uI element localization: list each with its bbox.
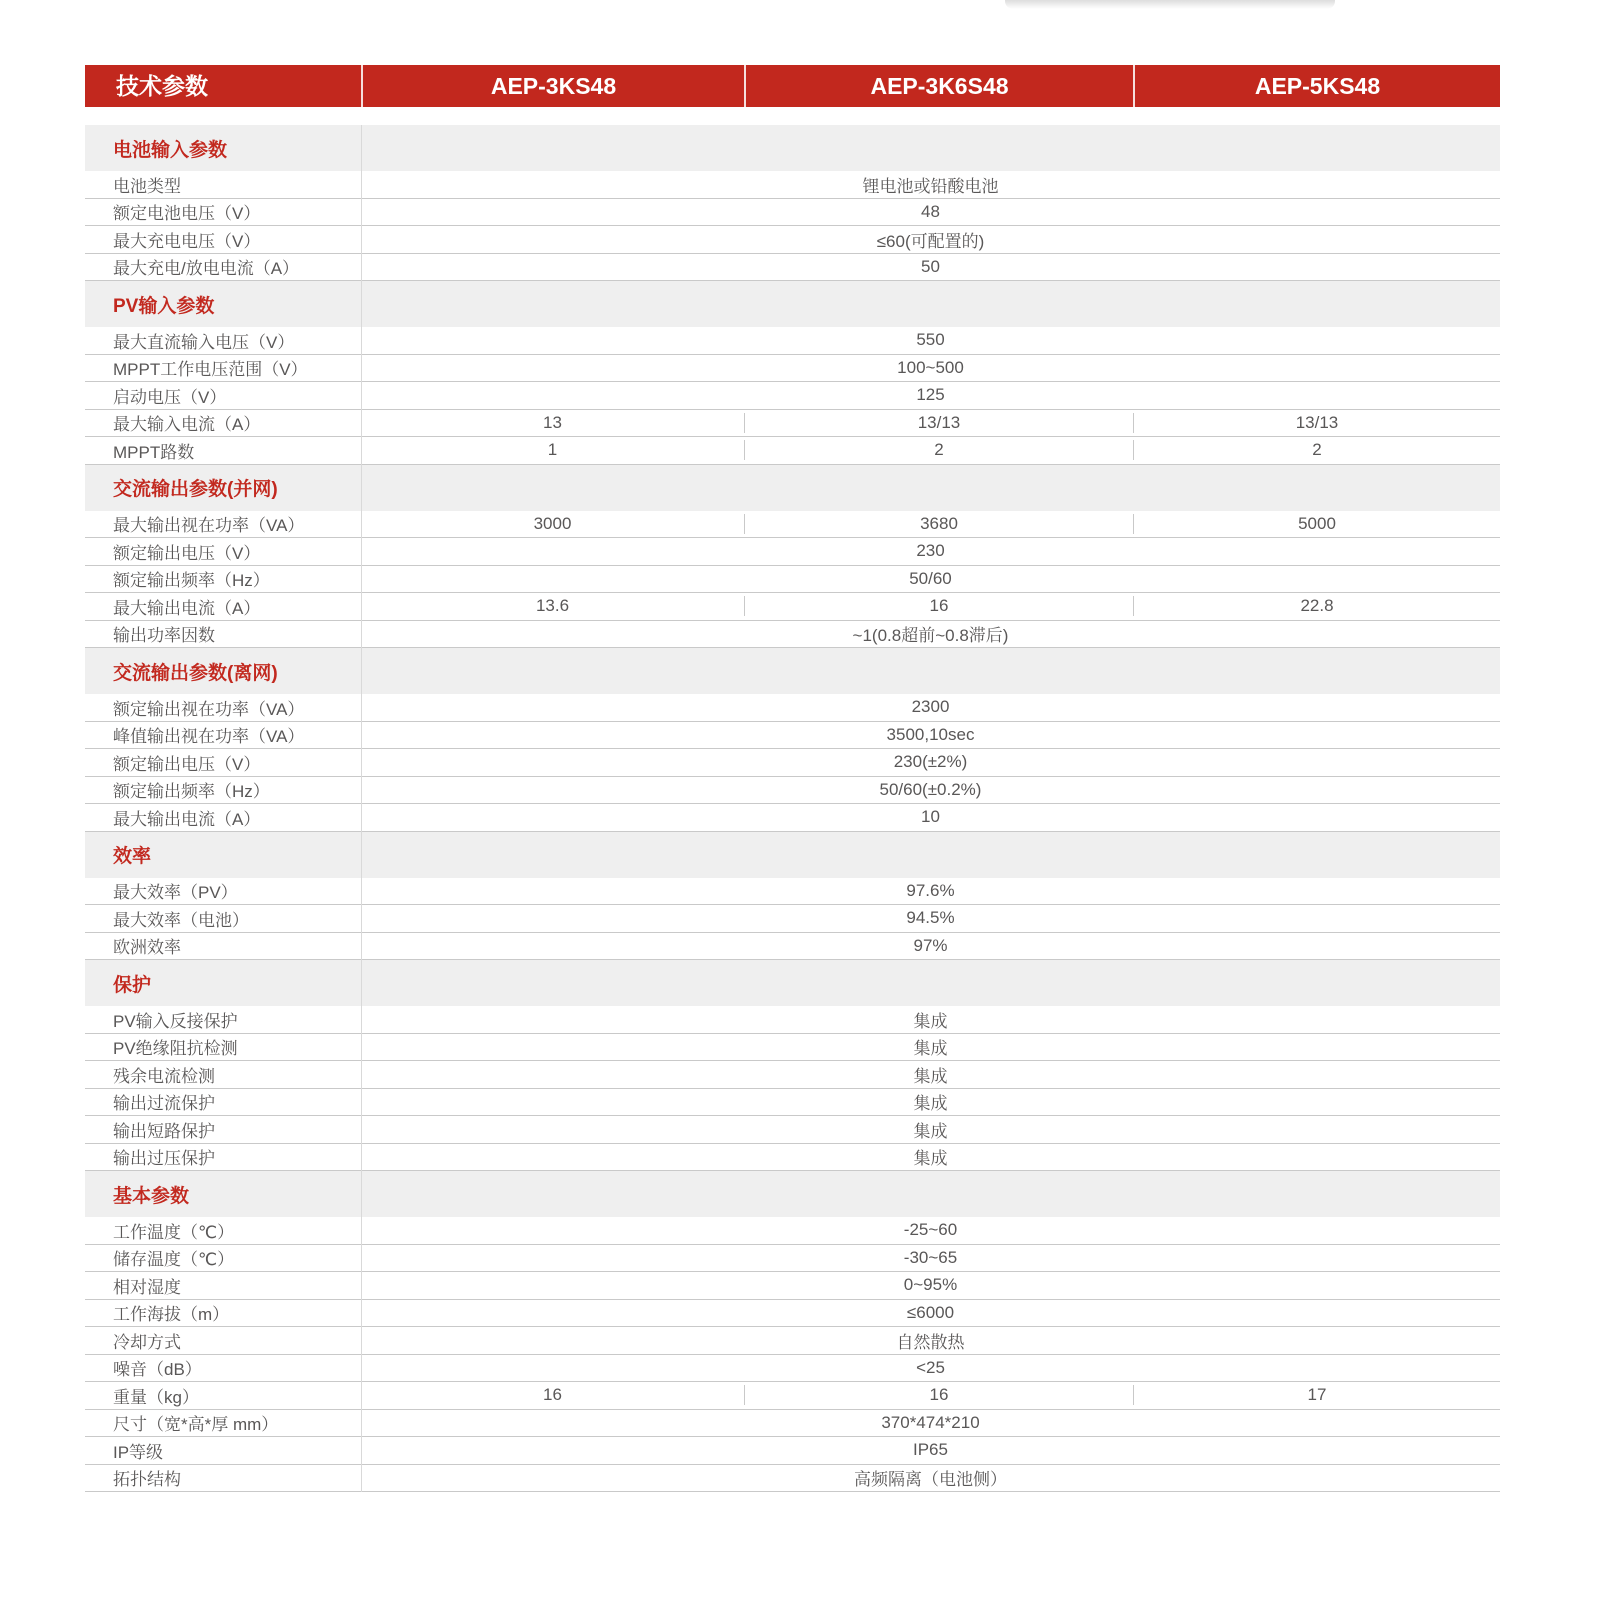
table-row [85, 1245, 1500, 1273]
table-row [85, 566, 1500, 594]
row-value-merged: ≤60(可配置的) [876, 231, 985, 251]
table-row [85, 621, 1500, 649]
row-label: 额定输出频率（Hz） [113, 782, 270, 802]
table-row [85, 1217, 1500, 1245]
row-label: 噪音（dB） [113, 1360, 202, 1380]
row-label: 尺寸（宽*高*厚 mm） [113, 1415, 279, 1435]
row-value-merged: 97.6% [906, 880, 955, 900]
row-label: 额定输出电压（V） [113, 754, 261, 774]
row-value-merged: <25 [916, 1357, 945, 1377]
table-row [85, 382, 1500, 410]
table-row [85, 1410, 1500, 1438]
section-header [85, 832, 1500, 878]
row-value-col3: 17 [1133, 1385, 1500, 1405]
row-value-merged: 锂电池或铅酸电池 [862, 176, 999, 196]
row-label: 最大充电电压（V） [113, 231, 261, 251]
row-value-merged: ~1(0.8超前~0.8滞后) [852, 626, 1009, 646]
header-param-col: 技术参数 [116, 73, 208, 99]
row-label: 峰值输出视在功率（VA） [113, 727, 305, 747]
table-row [85, 777, 1500, 805]
table-row [85, 254, 1500, 282]
table-row [85, 355, 1500, 383]
row-value-col1: 1 [547, 440, 558, 460]
row-label: 输出过流保护 [113, 1094, 215, 1114]
row-label: 最大输入电流（A） [113, 415, 261, 435]
row-value-merged: 125 [916, 385, 945, 405]
table-row [85, 226, 1500, 254]
row-value-merged: 50 [921, 256, 940, 276]
row-label: 输出短路保护 [113, 1121, 215, 1141]
row-value-merged: IP65 [913, 1440, 948, 1460]
row-value-merged: 高频隔离（电池侧） [854, 1470, 1007, 1490]
table-row [85, 1382, 1500, 1410]
row-value-merged: 50/60 [909, 568, 952, 588]
row-value-col1: 13 [543, 412, 562, 432]
table-row [85, 327, 1500, 355]
row-label: 欧洲效率 [113, 938, 181, 958]
section-title: 效率 [113, 846, 152, 867]
table-row [85, 1437, 1500, 1465]
section-title: 交流输出参数(离网) [113, 662, 278, 684]
row-label: 工作温度（℃） [113, 1222, 235, 1242]
row-label: 最大输出电流（A） [113, 598, 261, 618]
section-title: 电池输入参数 [113, 139, 228, 161]
table-row [85, 749, 1500, 777]
table-row [85, 1465, 1500, 1493]
table-row [85, 905, 1500, 933]
header-model-aep-3ks48: AEP-3KS48 [361, 65, 744, 107]
row-label: 电池类型 [113, 176, 181, 196]
row-value-merged: 集成 [913, 1121, 948, 1141]
row-value-merged: 集成 [913, 1039, 948, 1059]
table-row [85, 1327, 1500, 1355]
row-label: 最大充电/放电电流（A） [113, 259, 300, 279]
row-value-merged: 3500,10sec [886, 724, 975, 744]
table-row [85, 1144, 1500, 1172]
spec-table [85, 65, 1500, 1492]
scan-artifact [1005, 0, 1335, 9]
row-value-merged: ≤6000 [906, 1302, 955, 1322]
table-row [85, 1061, 1500, 1089]
section-title: 保护 [113, 974, 152, 996]
row-value-col1: 13.6 [535, 596, 570, 616]
row-label: MPPT工作电压范围（V） [113, 360, 308, 380]
table-row [85, 804, 1500, 832]
table-row [85, 410, 1500, 438]
row-value-merged: 550 [916, 330, 945, 350]
row-label: 储存温度（℃） [113, 1250, 235, 1270]
row-value-merged: 94.5% [906, 908, 955, 928]
row-value-col2: 16 [744, 1385, 1133, 1405]
row-label: 残余电流检测 [113, 1066, 215, 1086]
table-row [85, 933, 1500, 961]
row-label: 最大效率（电池） [113, 910, 249, 930]
row-label: 额定电池电压（V） [113, 204, 261, 224]
table-row [85, 593, 1500, 621]
row-value-col1: 16 [543, 1385, 562, 1405]
header-model-aep-5ks48: AEP-5KS48 [1133, 65, 1500, 107]
section-header [85, 1171, 1500, 1217]
section-header [85, 281, 1500, 327]
row-value-merged: 50/60(±0.2%) [879, 779, 982, 799]
row-label: IP等级 [113, 1442, 164, 1462]
row-value-merged: 集成 [913, 1066, 948, 1086]
section-title: 基本参数 [113, 1185, 190, 1207]
header-model-aep-3k6s48: AEP-3K6S48 [744, 65, 1133, 107]
table-row [85, 1089, 1500, 1117]
row-label: 额定输出频率（Hz） [113, 571, 270, 591]
row-label: 输出功率因数 [113, 626, 215, 646]
row-value-col2: 13/13 [744, 413, 1133, 433]
table-row [85, 694, 1500, 722]
row-label: 拓扑结构 [113, 1470, 181, 1490]
row-value-col3: 5000 [1133, 514, 1500, 534]
row-value-merged: 370*474*210 [881, 1412, 980, 1432]
table-row [85, 1034, 1500, 1062]
row-label: 相对湿度 [113, 1277, 181, 1297]
row-label: MPPT路数 [113, 442, 195, 462]
row-value-col3: 22.8 [1133, 596, 1500, 616]
row-label: 额定输出视在功率（VA） [113, 699, 305, 719]
section-header [85, 125, 1500, 171]
row-value-merged: 230(±2%) [893, 752, 968, 772]
table-row [85, 171, 1500, 199]
table-row [85, 437, 1500, 465]
label-column-divider [361, 125, 362, 1492]
table-body [85, 125, 1500, 1492]
row-label: 最大输出电流（A） [113, 809, 261, 829]
row-label: 启动电压（V） [113, 387, 227, 407]
row-value-merged: 自然散热 [896, 1332, 965, 1352]
row-value-merged: 2300 [911, 697, 950, 717]
row-value-merged: -30~65 [903, 1247, 958, 1267]
row-value-col1: 3000 [533, 513, 572, 533]
table-row [85, 878, 1500, 906]
row-value-col3: 2 [1133, 440, 1500, 460]
row-label: 最大效率（PV） [113, 883, 238, 903]
row-value-merged: 0~95% [903, 1275, 958, 1295]
row-value-merged: 48 [921, 201, 940, 221]
row-value-merged: 集成 [913, 1094, 948, 1114]
row-value-merged: -25~60 [903, 1220, 958, 1240]
row-label: 最大输出视在功率（VA） [113, 516, 305, 536]
row-value-merged: 集成 [913, 1011, 948, 1031]
row-value-merged: 230 [916, 541, 945, 561]
table-row [85, 1116, 1500, 1144]
row-label: 最大直流输入电压（V） [113, 332, 295, 352]
row-value-merged: 10 [921, 807, 940, 827]
section-title: PV输入参数 [113, 295, 215, 317]
row-value-merged: 100~500 [897, 357, 964, 377]
row-label: 工作海拔（m） [113, 1305, 230, 1325]
row-label: 重量（kg） [113, 1387, 199, 1407]
table-header-row [85, 65, 1500, 107]
row-label: 冷却方式 [113, 1332, 181, 1352]
row-value-col2: 16 [744, 596, 1133, 616]
section-header [85, 648, 1500, 694]
row-value-merged: 集成 [913, 1149, 948, 1169]
table-row [85, 538, 1500, 566]
row-value-col2: 2 [744, 440, 1133, 460]
row-value-col2: 3680 [744, 514, 1133, 534]
row-value-col3: 13/13 [1133, 413, 1500, 433]
table-row [85, 1300, 1500, 1328]
table-row [85, 1272, 1500, 1300]
table-row [85, 511, 1500, 539]
section-header [85, 465, 1500, 511]
row-label: 额定输出电压（V） [113, 543, 261, 563]
row-value-merged: 97% [913, 935, 948, 955]
section-title: 交流输出参数(并网) [113, 479, 278, 500]
table-row [85, 1355, 1500, 1383]
table-row [85, 199, 1500, 227]
row-label: PV绝缘阻抗检测 [113, 1039, 238, 1059]
row-label: 输出过压保护 [113, 1149, 215, 1169]
table-row [85, 1006, 1500, 1034]
section-header [85, 960, 1500, 1006]
row-label: PV输入反接保护 [113, 1011, 238, 1031]
table-row [85, 722, 1500, 750]
